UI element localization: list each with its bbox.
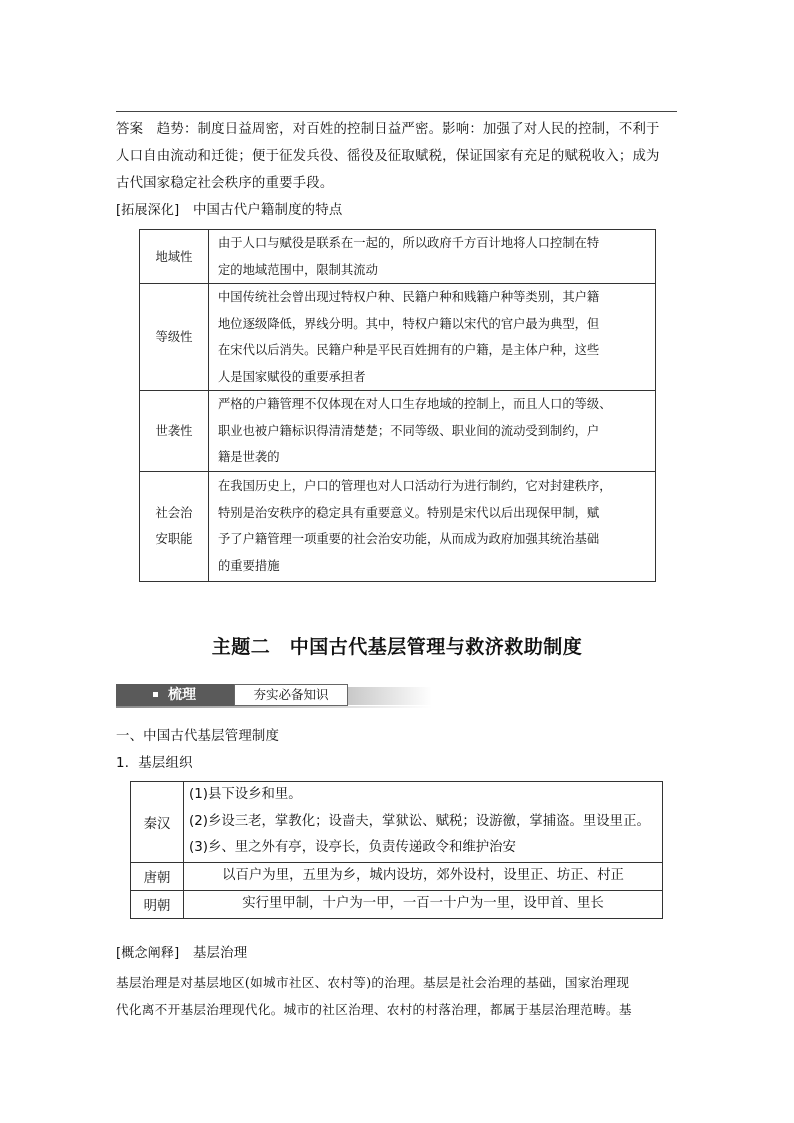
dynasty: 秦汉 (131, 782, 184, 863)
section-banner (116, 684, 432, 708)
sub-heading: 1．基层组织 (116, 756, 193, 771)
square-bullet-icon (153, 692, 158, 697)
feature-key: 地域性 (140, 230, 209, 284)
desc-line: 人是国家赋役的重要承担者 (218, 369, 366, 384)
concept-title: 基层治理 (192, 946, 248, 961)
household-features-table (139, 229, 656, 582)
expand-tag: [拓展深化] (116, 203, 180, 218)
org-desc: 以百户为里，五里为乡，城内设坊，郊外设村，设里正、坊正、村正 (184, 863, 663, 891)
concept-line-2: 代化离不开基层治理现代化。城市的社区治理、农村的村落治理，都属于基层治理范畴。基 (116, 1002, 632, 1017)
org-desc: 实行里甲制，十户为一甲，一百一十户为一里，设甲首、里长 (184, 891, 663, 919)
theme-title: 主题二 中国古代基层管理与救济救助制度 (211, 636, 583, 658)
desc-line: 定的地域范围中，限制其流动 (218, 262, 378, 277)
desc-line: 特别是治安秩序的稳定具有重要意义。特别是宋代以后出现保甲制，赋 (218, 505, 600, 520)
org-desc (184, 782, 663, 863)
expand-heading (116, 198, 342, 224)
answer-text-1: 趋势：制度日益周密，对百姓的控制日益严密。影响：加强了对人民的控制，不利于 (156, 122, 660, 137)
desc-line: 在我国历史上，户口的管理也对人口活动行为进行制约，它对封建秩序， (218, 479, 612, 493)
concept-tag: [概念阐释] (116, 946, 180, 961)
concept-line-1: 基层治理是对基层地区(如城市社区、农村等)的治理。基层是社会治理的基础，国家治理现 (116, 975, 630, 990)
section-heading: 一、中国古代基层管理制度 (116, 729, 280, 744)
dynasty: 唐朝 (131, 863, 184, 891)
top-rule (116, 111, 677, 112)
table-row (140, 284, 656, 391)
feature-key: 等级性 (140, 284, 209, 391)
answer-label: 答案 (116, 122, 144, 137)
banner-left (116, 684, 234, 706)
answer-line-2: 人口自由流动和迁徙；便于征发兵役、徭役及征取赋税，保证国家有充足的赋税收入；成为 (116, 149, 660, 164)
desc-line: 在宋代以后消失。民籍户种是平民百姓拥有的户籍，是主体户种，这些 (218, 343, 600, 357)
banner-underline (116, 706, 432, 708)
banner-right: 夯实必备知识 (234, 684, 348, 706)
grassroots-org-table (130, 781, 663, 919)
concept-heading (116, 941, 247, 967)
feature-desc (209, 471, 656, 581)
table-row (131, 891, 663, 919)
desc-line: (3)乡、里之外有亭，设亭长，负责传递政令和维护治安 (189, 840, 516, 856)
feature-desc (209, 391, 656, 472)
banner-fade (348, 687, 432, 705)
banner-left-label: 梳理 (168, 687, 196, 703)
table-row (131, 863, 663, 891)
answer-line-3: 古代国家稳定社会秩序的重要手段。 (116, 176, 334, 191)
desc-line: (2)乡设三老，掌教化；设啬夫，掌狱讼、赋税；设游徼，掌捕盗。里设里正。 (189, 813, 650, 829)
feature-desc (209, 284, 656, 391)
desc-line: (1)县下设乡和里。 (189, 787, 302, 802)
desc-line: 籍是世袭的 (218, 450, 280, 464)
desc-line: 由于人口与赋役是联系在一起的，所以政府千方百计地将人口控制在特 (218, 236, 600, 250)
desc-line: 职业也被户籍标识得清清楚楚；不同等级、职业间的流动受到制约，户 (218, 423, 600, 438)
dynasty: 明朝 (131, 891, 184, 919)
desc-line: 严格的户籍管理不仅体现在对人口生存地域的控制上，而且人口的等级、 (218, 397, 612, 411)
answer-line-1 (116, 117, 660, 143)
desc-line: 予了户籍管理一项重要的社会治安功能，从而成为政府加强其统治基础 (218, 532, 600, 546)
table-row (140, 391, 656, 472)
table-row (140, 471, 656, 581)
feature-desc (209, 230, 656, 284)
desc-line: 的重要措施 (218, 558, 280, 573)
desc-line: 中国传统社会曾出现过特权户种、民籍户种和贱籍户种等类别，其户籍 (218, 290, 600, 304)
feature-key: 世袭性 (140, 391, 209, 472)
desc-line: 地位逐级降低，界线分明。其中，特权户籍以宋代的官户最为典型，但 (218, 316, 600, 331)
expand-title: 中国古代户籍制度的特点 (192, 203, 343, 218)
key-line: 安职能 (155, 532, 193, 546)
table-row (140, 230, 656, 284)
feature-key (140, 471, 209, 581)
table-row (131, 782, 663, 863)
key-line: 社会治 (155, 506, 193, 520)
